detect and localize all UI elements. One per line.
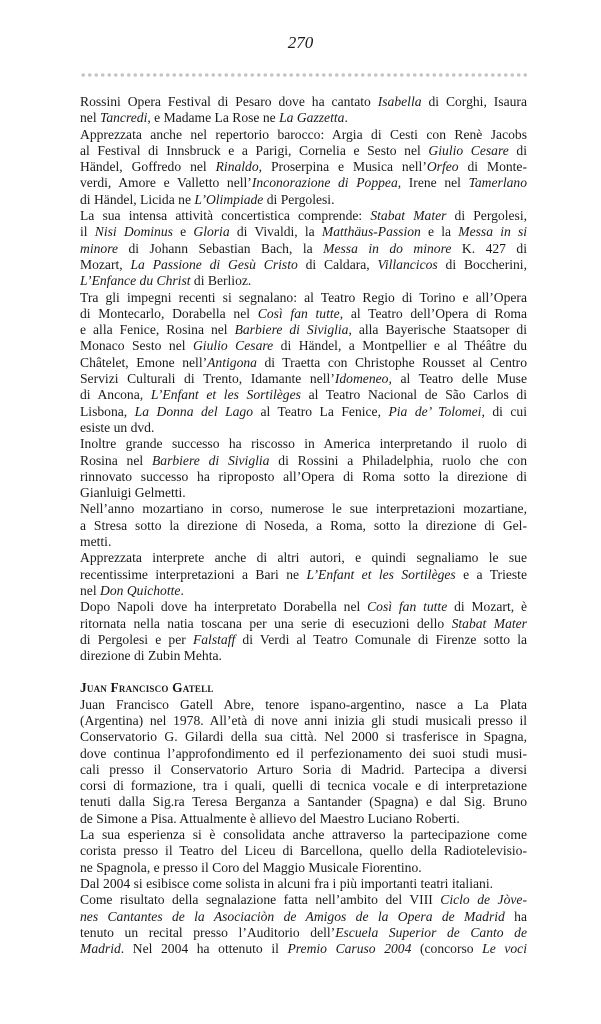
section-gap [80,664,527,680]
text-line: di Montecarlo, Dorabella nel Così fan tutte, al Teatro dell’Opera di Roma [80,305,528,321]
text-line: (Argentina) nel 1978. All’età di nove anni inizia gli studi musicali presso il [80,712,527,728]
text-line: verdi, Amore e Valletto nell’Inconorazione di Poppea, Irene nel Tamerlano [80,175,527,191]
paragraph [80,94,527,127]
paragraph [80,501,527,550]
biography-continued [80,94,527,664]
paragraph [80,550,527,599]
text-line: corista presso il Teatro del Liceu di Barcellona, quello della Radiotelevisio- [80,843,527,859]
text-line: La sua intensa attività concertistica comprende: Stabat Mater di Pergolesi, [80,208,527,224]
page-body [80,94,527,957]
text-line: ne Spagnola, e presso il Coro del Maggio Musicale Fiorentino. [80,859,422,875]
dotted-divider [80,72,527,78]
text-line: corsi di formazione, tra i quali, quelli di tecnica vocale e di interpretazione [80,778,527,794]
text-line: minore di Johann Sebastian Bach, la Messa in do minore K. 427 di [80,240,528,256]
text-line: Inoltre grande successo ha riscosso in America interpretando il ruolo di [80,436,527,452]
paragraph [80,697,527,827]
text-line: L’Enfance du Christ di Berlioz. [80,273,252,289]
text-line: dove continua l’approfondimento ed il perfezionamento dei suoi studi musi- [80,745,527,761]
text-line: Dal 2004 si esibisce come solista in alcuni fra i più importanti teatri italiani. [80,875,493,891]
biography-gatell [80,697,527,958]
text-line: Mozart, La Passione di Gesù Cristo di Caldara, Villancicos di Boccherini, [80,256,527,272]
text-line: Madrid. Nel 2004 ha ottenuto il Premio Caruso 2004 (concorso Le voci [80,941,527,957]
text-line: Juan Francisco Gatell Abre, tenore ispano-argentino, nasce a La Plata [80,696,527,712]
text-line: di Pergolesi e per Falstaff di Verdi al Teatro Comunale di Firenze sotto la [80,631,527,647]
text-line: Tra gli impegni recenti si segnalano: al Teatro Regio di Torino e all’Opera [80,289,527,305]
text-line: Servizi Culturali di Trento, Idamante nell’Idomeneo, al Teatro delle Muse [80,371,527,387]
text-line: Monaco Sesto nel Giulio Cesare di Händel, a Montpellier e al Théâtre du [80,338,527,354]
text-line: tenuti dalla Sig.ra Teresa Berganza a Santander (Spagna) e dal Sig. Bruno [80,794,527,810]
text-line: nes Cantantes de la Asociaciòn de Amigos de la Opera de Madrid ha [80,908,527,924]
paragraph [80,290,527,437]
text-line: metti. [80,534,112,550]
text-line: Rossini Opera Festival di Pesaro dove ha cantato Isabella di Corghi, Isaura [80,94,527,109]
text-line: cali presso il Conservatorio Arturo Soria di Madrid. Partecipa a diversi [80,761,527,777]
paragraph [80,827,527,876]
text-line: a Stresa sotto la direzione di Noseda, a Roma, sotto la direzione di Gel- [80,517,527,533]
text-line: Lisbona, La Donna del Lago al Teatro La Fenice, Pia de’ Tolomei, di cui [80,403,527,419]
text-line: recentissime interpretazioni a Bari ne L’Enfant et les Sortilèges e a Trieste [80,566,527,582]
text-line: Nell’anno mozartiano in corso, numerose le sue interpretazioni mozartiane, [80,501,527,517]
text-line: Händel, Goffredo nel Rinaldo, Proserpina e Musica nell’Orfeo di Monte- [80,159,527,175]
text-line: nel Tancredi, e Madame La Rose ne La Gazzetta. [80,110,348,126]
text-line: e alla Fenice, Rosina nel Barbiere di Siviglia, alla Bayerische Staatsoper di [80,322,528,338]
text-line: Apprezzata interprete anche di altri autori, e quindi segnaliamo le sue [80,550,527,566]
text-line: Gianluigi Gelmetti. [80,485,186,501]
page-number: 270 [287,33,314,52]
text-line: nel Don Quichotte. [80,582,184,598]
text-line: al Festival di Innsbruck e a Parigi, Cornelia e Sesto nel Giulio Cesare di [80,142,527,158]
text-line: esiste un dvd. [80,419,155,435]
paragraph [80,208,527,289]
section-heading: Juan Francisco Gatell [80,680,214,696]
text-line: de Simone a Pisa. Attualmente è allievo del Maestro Luciano Roberti. [80,810,460,826]
text-line: rinnovato successo ha riproposto all’Opera di Roma sotto la direzione di [80,468,527,484]
text-line: Rosina nel Barbiere di Siviglia di Rossini a Philadelphia, ruolo che con [80,452,527,468]
text-line: direzione di Zubin Mehta. [80,648,222,664]
text-line: il Nisi Dominus e Gloria di Vivaldi, la Matthäus-Passion e la Messa in si [80,224,528,240]
text-line: ritornata nella natia toscana per una serie di esecuzioni dello Stabat Mater [80,615,527,631]
text-line: Châtelet, Emone nell’Antigona di Traetta con Christophe Rousset al Centro [80,354,527,370]
text-line: Apprezzata anche nel repertorio barocco: Argia di Cesti con Renè Jacobs [80,126,527,142]
text-line: di Ancona, L’Enfant et les Sortilèges al Teatro Nacional de São Carlos di [80,387,527,403]
paragraph [80,892,527,957]
text-line: Come risultato della segnalazione fatta nell’ambito del VIII Ciclo de Jòve- [80,892,527,908]
text-line: La sua esperienza si è consolidata anche attraverso la partecipazione come [80,827,527,843]
paragraph [80,127,527,208]
text-line: Dopo Napoli dove ha interpretato Dorabella nel Così fan tutte di Mozart, è [80,599,527,615]
text-line: Conservatorio G. Gilardi della sua città. Nel 2000 si trasferisce in Spagna, [80,729,527,745]
paragraph [80,876,527,892]
text-line: di Händel, Licida ne L’Olimpiade di Pergolesi. [80,191,335,207]
text-line: tenuto un recital presso l’Auditorio dell’Escuela Superior de Canto de [80,924,527,940]
paragraph [80,436,527,501]
paragraph [80,599,527,664]
